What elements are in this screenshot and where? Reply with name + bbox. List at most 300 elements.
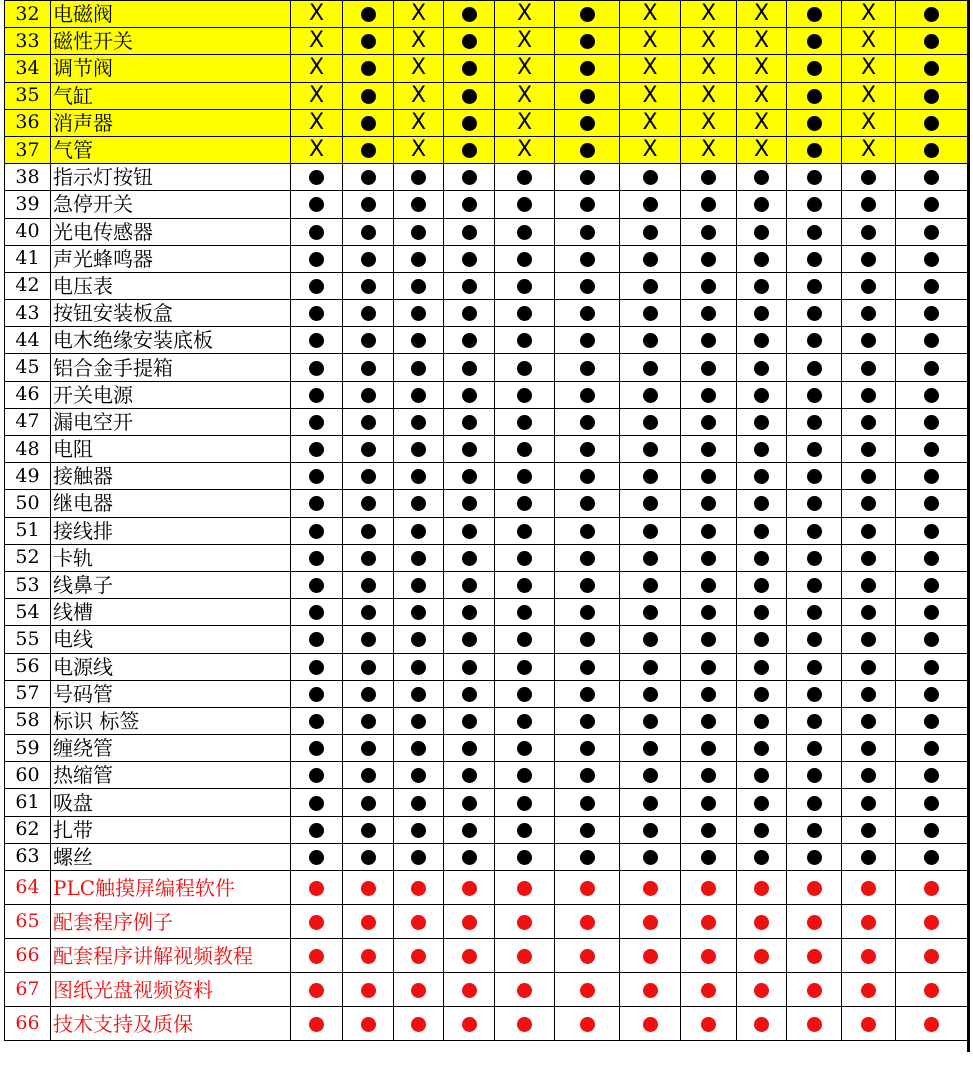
dot-mark (309, 333, 324, 348)
mark-cell (787, 973, 842, 1007)
mark-cell (495, 544, 555, 571)
mark-cell (343, 939, 394, 973)
mark-cell (620, 55, 681, 82)
dot-mark (411, 660, 426, 675)
mark-cell (842, 381, 896, 408)
mark-cell (842, 327, 896, 354)
mark-cell (842, 789, 896, 816)
item-name: 热缩管 (51, 762, 291, 789)
mark-cell (620, 973, 681, 1007)
mark-cell (896, 626, 968, 653)
dot-mark (701, 197, 716, 212)
mark-cell (737, 490, 787, 517)
mark-cell (394, 300, 444, 327)
dot-mark (643, 524, 658, 539)
dot-mark (924, 469, 939, 484)
mark-cell (896, 905, 968, 939)
mark-cell (394, 939, 444, 973)
row-number: 32 (5, 1, 51, 28)
item-name: 电磁阀 (51, 1, 291, 28)
dot-mark (309, 881, 324, 896)
mark-cell (444, 82, 495, 109)
mark-cell (620, 300, 681, 327)
dot-mark (754, 361, 769, 376)
dot-mark (643, 415, 658, 430)
dot-mark (580, 741, 595, 756)
cross-mark: X (753, 137, 770, 163)
item-name: 吸盘 (51, 789, 291, 816)
mark-cell (444, 939, 495, 973)
table-row (5, 599, 968, 626)
dot-mark (861, 333, 876, 348)
mark-cell (681, 599, 737, 626)
dot-mark (462, 605, 477, 620)
dot-mark (754, 915, 769, 930)
row-number: 41 (5, 245, 51, 272)
mark-cell (787, 517, 842, 544)
mark-cell (394, 218, 444, 245)
dot-mark (309, 632, 324, 647)
table-row (5, 28, 968, 55)
mark-cell (495, 300, 555, 327)
item-name: 标识 标签 (51, 707, 291, 734)
dot-mark (924, 170, 939, 185)
dot-mark (411, 361, 426, 376)
mark-cell (394, 762, 444, 789)
mark-cell (495, 626, 555, 653)
mark-cell (555, 571, 620, 598)
dot-mark (309, 687, 324, 702)
dot-mark (754, 768, 769, 783)
mark-cell (291, 82, 343, 109)
dot-mark (580, 524, 595, 539)
dot-mark (807, 850, 822, 865)
mark-cell (787, 735, 842, 762)
mark-cell (737, 735, 787, 762)
dot-mark (462, 252, 477, 267)
table-row (5, 490, 968, 517)
mark-cell (620, 245, 681, 272)
mark-cell (495, 272, 555, 299)
dot-mark (643, 442, 658, 457)
dot-mark (701, 333, 716, 348)
mark-cell (737, 1007, 787, 1041)
mark-cell (291, 136, 343, 163)
mark-cell (787, 300, 842, 327)
dot-mark (807, 361, 822, 376)
mark-cell (896, 408, 968, 435)
mark-cell (896, 1007, 968, 1041)
mark-cell (896, 109, 968, 136)
mark-cell (681, 245, 737, 272)
mark-cell (291, 905, 343, 939)
dot-mark (701, 949, 716, 964)
mark-cell (681, 300, 737, 327)
mark-cell (896, 55, 968, 82)
mark-cell (620, 843, 681, 870)
row-number: 43 (5, 300, 51, 327)
dot-mark (807, 469, 822, 484)
dot-mark (580, 469, 595, 484)
dot-mark (517, 252, 532, 267)
dot-mark (701, 279, 716, 294)
mark-cell (444, 735, 495, 762)
mark-cell (737, 82, 787, 109)
dot-mark (361, 983, 376, 998)
dot-mark (580, 143, 595, 158)
mark-cell (620, 762, 681, 789)
mark-cell (291, 939, 343, 973)
mark-cell (681, 544, 737, 571)
dot-mark (462, 116, 477, 131)
mark-cell (896, 973, 968, 1007)
dot-mark (861, 306, 876, 321)
dot-mark (309, 279, 324, 294)
mark-cell (495, 490, 555, 517)
mark-cell (787, 136, 842, 163)
dot-mark (701, 915, 716, 930)
row-number: 52 (5, 544, 51, 571)
dot-mark (462, 89, 477, 104)
dot-mark (517, 687, 532, 702)
mark-cell (291, 680, 343, 707)
mark-cell (896, 816, 968, 843)
cross-mark: X (700, 28, 717, 54)
item-name: 电源线 (51, 653, 291, 680)
dot-mark (580, 1017, 595, 1032)
dot-mark (807, 605, 822, 620)
mark-cell (787, 762, 842, 789)
dot-mark (309, 949, 324, 964)
mark-cell (555, 245, 620, 272)
mark-cell (343, 136, 394, 163)
dot-mark (754, 551, 769, 566)
dot-mark (462, 578, 477, 593)
cross-mark: X (860, 109, 877, 135)
mark-cell (394, 680, 444, 707)
dot-mark (701, 170, 716, 185)
mark-cell (737, 109, 787, 136)
dot-mark (462, 170, 477, 185)
mark-cell (681, 55, 737, 82)
dot-mark (807, 551, 822, 566)
dot-mark (861, 197, 876, 212)
row-number: 58 (5, 707, 51, 734)
dot-mark (861, 983, 876, 998)
dot-mark (309, 768, 324, 783)
mark-cell (495, 82, 555, 109)
dot-mark (643, 469, 658, 484)
dot-mark (517, 306, 532, 321)
dot-mark (361, 197, 376, 212)
mark-cell (291, 55, 343, 82)
dot-mark (517, 605, 532, 620)
dot-mark (861, 605, 876, 620)
table-row (5, 816, 968, 843)
cross-mark: X (410, 82, 427, 108)
mark-cell (787, 571, 842, 598)
mark-cell (291, 28, 343, 55)
dot-mark (580, 361, 595, 376)
dot-mark (309, 823, 324, 838)
mark-cell (681, 436, 737, 463)
dot-mark (643, 660, 658, 675)
mark-cell (842, 490, 896, 517)
mark-cell (681, 680, 737, 707)
table-row (5, 939, 968, 973)
cross-mark: X (753, 28, 770, 54)
dot-mark (462, 225, 477, 240)
dot-mark (643, 388, 658, 403)
dot-mark (807, 524, 822, 539)
mark-cell (555, 218, 620, 245)
table-row (5, 626, 968, 653)
dot-mark (517, 850, 532, 865)
dot-mark (462, 333, 477, 348)
dot-mark (643, 551, 658, 566)
mark-cell (444, 272, 495, 299)
dot-mark (517, 949, 532, 964)
row-number: 51 (5, 517, 51, 544)
dot-mark (517, 469, 532, 484)
mark-cell (842, 653, 896, 680)
dot-mark (580, 89, 595, 104)
dot-mark (861, 687, 876, 702)
dot-mark (807, 741, 822, 756)
mark-cell (737, 544, 787, 571)
dot-mark (807, 7, 822, 22)
row-number: 56 (5, 653, 51, 680)
mark-cell (343, 109, 394, 136)
mark-cell (444, 973, 495, 1007)
dot-mark (807, 496, 822, 511)
mark-cell (444, 843, 495, 870)
item-name: 线鼻子 (51, 571, 291, 598)
mark-cell (842, 571, 896, 598)
dot-mark (861, 442, 876, 457)
dot-mark (580, 850, 595, 865)
mark-cell (343, 816, 394, 843)
mark-cell (737, 680, 787, 707)
mark-cell (394, 599, 444, 626)
cross-mark: X (642, 109, 658, 135)
dot-mark (754, 197, 769, 212)
mark-cell (620, 490, 681, 517)
dot-mark (861, 660, 876, 675)
dot-mark (361, 34, 376, 49)
mark-cell (291, 327, 343, 354)
dot-mark (361, 469, 376, 484)
dot-mark (807, 279, 822, 294)
dot-mark (309, 252, 324, 267)
dot-mark (924, 496, 939, 511)
item-name: 接线排 (51, 517, 291, 544)
mark-cell (444, 381, 495, 408)
mark-cell (555, 735, 620, 762)
mark-cell (681, 164, 737, 191)
dot-mark (462, 881, 477, 896)
dot-mark (807, 1017, 822, 1032)
mark-cell (495, 571, 555, 598)
mark-cell (681, 381, 737, 408)
mark-cell (620, 653, 681, 680)
dot-mark (807, 714, 822, 729)
dot-mark (361, 61, 376, 76)
dot-mark (462, 983, 477, 998)
mark-cell (620, 191, 681, 218)
item-name: 接触器 (51, 463, 291, 490)
dot-mark (701, 524, 716, 539)
row-number: 63 (5, 843, 51, 870)
mark-cell (620, 707, 681, 734)
table-row (5, 762, 968, 789)
mark-cell (842, 707, 896, 734)
dot-mark (643, 197, 658, 212)
dot-mark (411, 578, 426, 593)
mark-cell (681, 1, 737, 28)
row-number: 57 (5, 680, 51, 707)
row-number: 36 (5, 109, 51, 136)
mark-cell (737, 300, 787, 327)
dot-mark (462, 34, 477, 49)
item-name: 电木绝缘安装底板 (51, 327, 291, 354)
mark-cell (681, 905, 737, 939)
row-number: 42 (5, 272, 51, 299)
dot-mark (754, 469, 769, 484)
mark-cell (555, 463, 620, 490)
table-row (5, 871, 968, 905)
dot-mark (462, 551, 477, 566)
dot-mark (701, 881, 716, 896)
dot-mark (924, 143, 939, 158)
mark-cell (444, 436, 495, 463)
mark-cell (343, 762, 394, 789)
dot-mark (701, 714, 716, 729)
mark-cell (842, 871, 896, 905)
cross-mark: X (860, 82, 877, 108)
dot-mark (924, 632, 939, 647)
dot-mark (361, 551, 376, 566)
dot-mark (807, 915, 822, 930)
item-name: 消声器 (51, 109, 291, 136)
mark-cell (394, 381, 444, 408)
mark-cell (842, 762, 896, 789)
dot-mark (861, 496, 876, 511)
table-row (5, 463, 968, 490)
table-row (5, 109, 968, 136)
table-row (5, 327, 968, 354)
dot-mark (411, 197, 426, 212)
mark-cell (555, 490, 620, 517)
mark-cell (681, 490, 737, 517)
mark-cell (555, 354, 620, 381)
dot-mark (861, 915, 876, 930)
item-name: 缠绕管 (51, 735, 291, 762)
mark-cell (394, 109, 444, 136)
dot-mark (924, 415, 939, 430)
dot-mark (517, 768, 532, 783)
mark-cell (787, 680, 842, 707)
dot-mark (924, 388, 939, 403)
dot-mark (580, 578, 595, 593)
mark-cell (681, 517, 737, 544)
mark-cell (343, 327, 394, 354)
cross-mark: X (410, 55, 427, 81)
mark-cell (896, 871, 968, 905)
mark-cell (555, 109, 620, 136)
dot-mark (643, 850, 658, 865)
mark-cell (343, 599, 394, 626)
dot-mark (361, 768, 376, 783)
dot-mark (754, 687, 769, 702)
mark-cell (444, 55, 495, 82)
mark-cell (620, 109, 681, 136)
dot-mark (701, 796, 716, 811)
table-row (5, 354, 968, 381)
mark-cell (291, 871, 343, 905)
mark-cell (495, 381, 555, 408)
mark-cell (444, 789, 495, 816)
mark-cell (896, 82, 968, 109)
mark-cell (555, 939, 620, 973)
dot-mark (462, 823, 477, 838)
mark-cell (291, 300, 343, 327)
mark-cell (444, 300, 495, 327)
mark-cell (555, 436, 620, 463)
mark-cell (555, 626, 620, 653)
dot-mark (643, 741, 658, 756)
dot-mark (861, 361, 876, 376)
mark-cell (291, 218, 343, 245)
mark-cell (681, 735, 737, 762)
dot-mark (517, 714, 532, 729)
dot-mark (309, 415, 324, 430)
mark-cell (787, 191, 842, 218)
dot-mark (309, 850, 324, 865)
dot-mark (807, 796, 822, 811)
mark-cell (681, 843, 737, 870)
mark-cell (681, 272, 737, 299)
dot-mark (361, 143, 376, 158)
dot-mark (361, 714, 376, 729)
mark-cell (444, 544, 495, 571)
dot-mark (861, 225, 876, 240)
table-right-border (967, 0, 970, 1052)
mark-cell (394, 905, 444, 939)
dot-mark (361, 850, 376, 865)
mark-cell (620, 136, 681, 163)
mark-cell (787, 843, 842, 870)
cross-mark: X (860, 1, 877, 27)
mark-cell (681, 789, 737, 816)
dot-mark (309, 306, 324, 321)
mark-cell (394, 245, 444, 272)
mark-cell (787, 354, 842, 381)
table-row (5, 245, 968, 272)
mark-cell (394, 816, 444, 843)
mark-cell (896, 599, 968, 626)
mark-cell (291, 1, 343, 28)
dot-mark (411, 915, 426, 930)
mark-cell (495, 905, 555, 939)
mark-cell (681, 354, 737, 381)
item-name: 线槽 (51, 599, 291, 626)
mark-cell (737, 653, 787, 680)
row-number: 40 (5, 218, 51, 245)
mark-cell (444, 905, 495, 939)
dot-mark (517, 279, 532, 294)
mark-cell (555, 28, 620, 55)
